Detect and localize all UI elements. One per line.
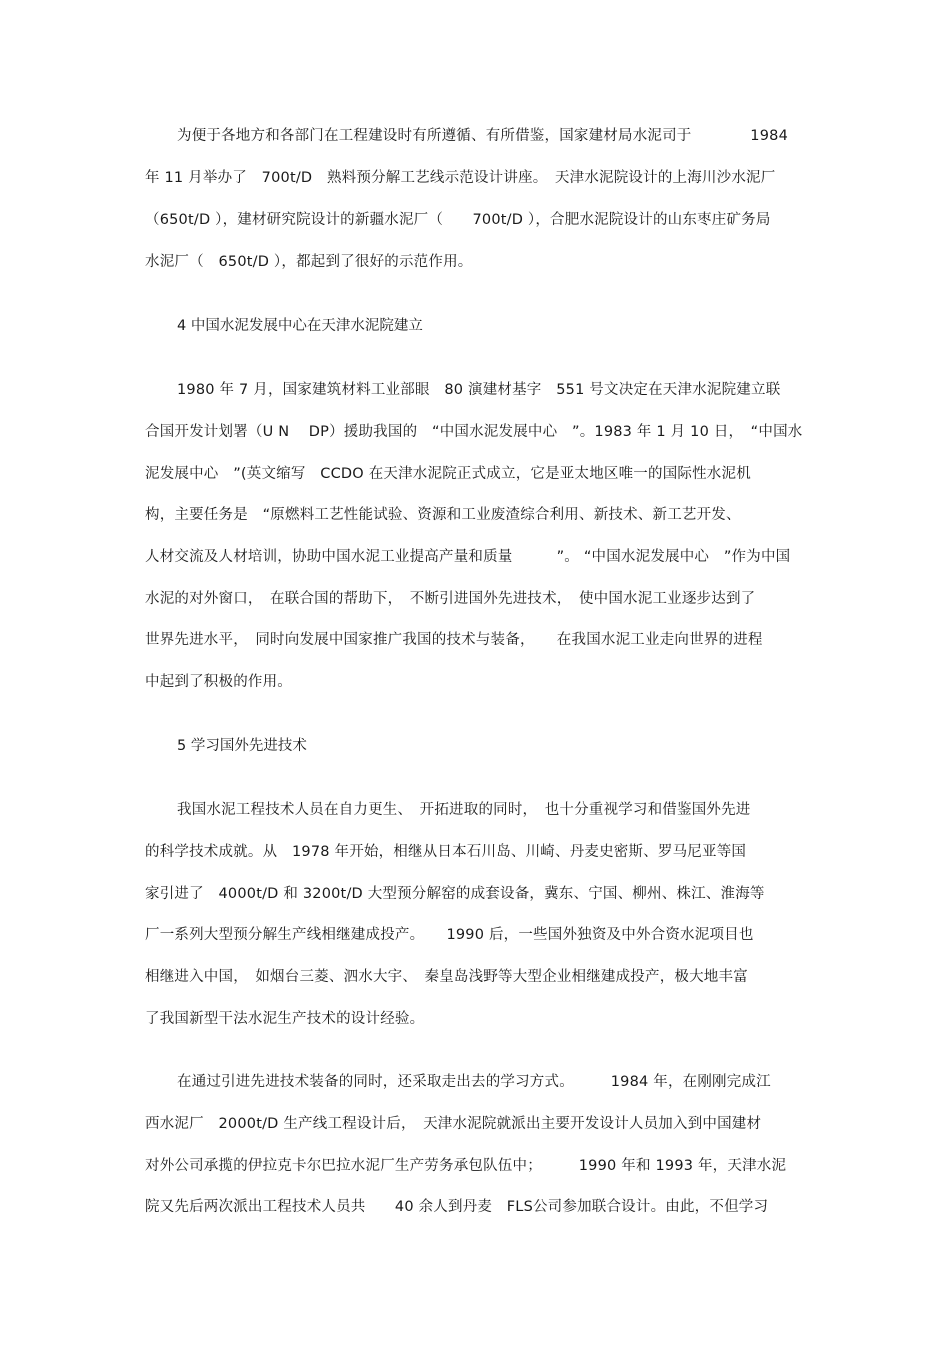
paragraph-2-line-4: 构，主要任务是 “原燃料工艺性能试验、资源和工业废渣综合利用、新技术、新工艺开发、 xyxy=(145,507,741,523)
paragraph-1-line-4: 水泥厂（ 650t/D ），都起到了很好的示范作用。 xyxy=(145,254,473,270)
paragraph-4-line-3: 对外公司承揽的伊拉克卡尔巴拉水泥厂生产劳务承包队伍中； 1990 年和 1993 年，天津水泥 xyxy=(145,1158,787,1174)
paragraph-4-line-4: 院又先后两次派出工程技术人员共 40 余人到丹麦 FLS公司参加联合设计。由此，不但学习 xyxy=(145,1199,769,1215)
paragraph-3-line-3: 家引进了 4000t/D 和 3200t/D 大型预分解窑的成套设备，冀东、宁国、柳州、株江、淮海等 xyxy=(145,886,765,902)
paragraph-2-line-5: 人材交流及人材培训，协助中国水泥工业提高产量和质量 ”。 “中国水泥发展中心 ”作为中国 xyxy=(145,549,791,565)
paragraph-1-line-3: （650t/D ），建材研究院设计的新疆水泥厂（ 700t/D ），合肥水泥院设计的山东枣庄矿务局 xyxy=(145,212,771,228)
section-heading-4: 4 中国水泥发展中心在天津水泥院建立 xyxy=(177,318,423,334)
paragraph-2-line-8: 中起到了积极的作用。 xyxy=(145,674,292,690)
paragraph-4-line-2: 西水泥厂 2000t/D 生产线工程设计后， 天津水泥院就派出主要开发设计人员加入到中国建材 xyxy=(145,1116,762,1132)
paragraph-2-line-6: 水泥的对外窗口， 在联合国的帮助下， 不断引进国外先进技术， 使中国水泥工业逐步达到了 xyxy=(145,591,756,607)
paragraph-2-line-2: 合国开发计划署（U N DP）援助我国的 “中国水泥发展中心 ”。1983 年 1 月 10 日， “中国水 xyxy=(145,424,803,440)
paragraph-1-line-1: 为便于各地方和各部门在工程建设时有所遵循、有所借鉴，国家建材局水泥司于 1984 xyxy=(177,128,788,144)
paragraph-3-line-5: 相继进入中国， 如烟台三菱、泗水大宇、 秦皇岛浅野等大型企业相继建成投产，极大地丰富 xyxy=(145,969,748,985)
paragraph-3-line-1: 我国水泥工程技术人员在自力更生、 开拓进取的同时， 也十分重视学习和借鉴国外先进 xyxy=(177,802,751,818)
paragraph-2-line-7: 世界先进水平， 同时向发展中国家推广我国的技术与装备， 在我国水泥工业走向世界的进程 xyxy=(145,632,763,648)
paragraph-4-line-1: 在通过引进先进技术装备的同时，还采取走出去的学习方式。 1984 年，在刚刚完成江 xyxy=(177,1074,771,1090)
paragraph-3-line-6: 了我国新型干法水泥生产技术的设计经验。 xyxy=(145,1011,425,1027)
paragraph-1-line-2: 年 11 月举办了 700t/D 熟料预分解工艺线示范设计讲座。 天津水泥院设计的上海川沙水泥厂 xyxy=(145,170,776,186)
paragraph-3-line-2: 的科学技术成就。从 1978 年开始，相继从日本石川岛、川崎、丹麦史密斯、罗马尼亚等国 xyxy=(145,844,747,860)
paragraph-2-line-3: 泥发展中心 ”(英文缩写 CCDO 在天津水泥院正式成立，它是亚太地区唯一的国际性水泥机 xyxy=(145,466,751,482)
paragraph-3-line-4: 厂一系列大型预分解生产线相继建成投产。 1990 后，一些国外独资及中外合资水泥项目也 xyxy=(145,927,754,943)
paragraph-2-line-1: 1980 年 7 月，国家建筑材料工业部眼 80 演建材基字 551 号文决定在天津水泥院建立联 xyxy=(177,382,781,398)
section-heading-5: 5 学习国外先进技术 xyxy=(177,738,307,754)
